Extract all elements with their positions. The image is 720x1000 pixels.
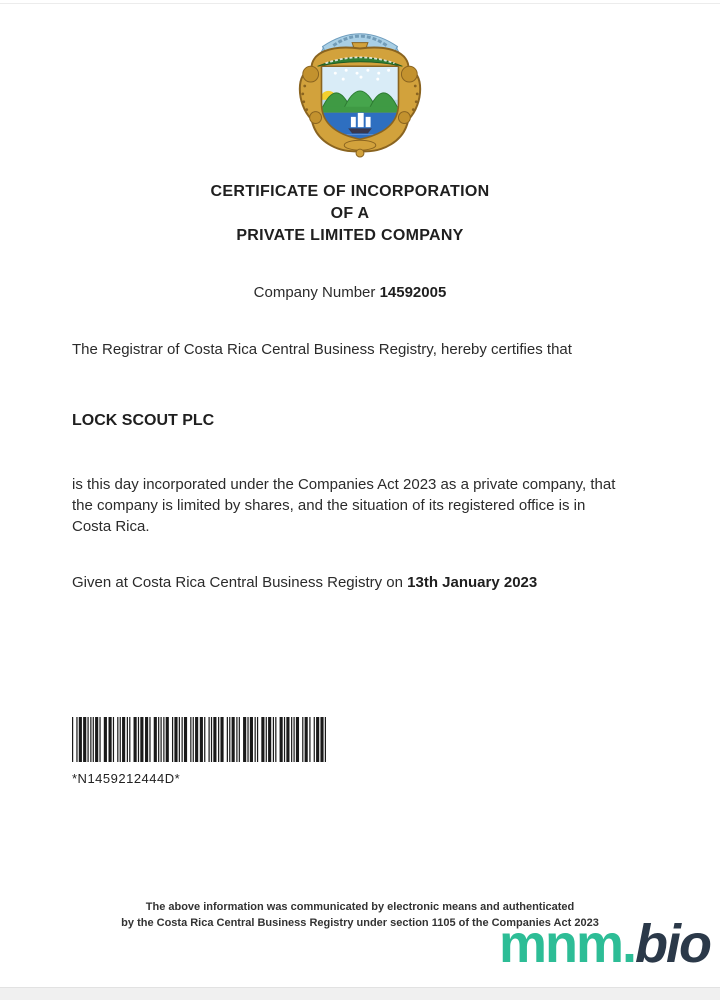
title-line-2: OF A	[330, 205, 370, 222]
watermark-secondary-text: bio	[635, 914, 710, 974]
company-number-value: 14592005	[379, 284, 447, 301]
registrar-statement: The Registrar of Costa Rica Central Business Registry, hereby certifies that	[72, 341, 572, 358]
certificate-title	[70, 181, 630, 247]
costa-rica-coat-of-arms-icon	[286, 12, 434, 160]
mnm-bio-watermark	[498, 914, 710, 974]
issuance-date: 13th January 2023	[407, 574, 538, 591]
barcode	[72, 717, 326, 762]
company-name: LOCK SCOUT PLC	[72, 412, 215, 429]
footer-line-1: The above information was communicated by electronic means and authenticated	[145, 901, 575, 913]
barcode-label: *N1459212444D*	[72, 771, 181, 786]
issuance-line	[72, 574, 537, 591]
company-number-label: Company Number	[253, 284, 376, 301]
footer-line-2: by the Costa Rica Central Business Registry under section 1105 of the Companies Act 2023	[121, 916, 599, 929]
issuance-prefix: Given at Costa Rica Central Business Registry on	[72, 574, 408, 591]
title-line-1: CERTIFICATE OF INCORPORATION	[210, 183, 490, 200]
watermark-primary-text: mnm.	[498, 914, 636, 974]
incorporation-statement: is this day incorporated under the Companies Act 2023 as a private company, that the company is limited by shares, and the situation of its registered office is in Costa Rica.	[72, 476, 616, 535]
company-number-line	[70, 284, 630, 301]
page-top-border	[0, 3, 720, 4]
title-line-3: PRIVATE LIMITED COMPANY	[236, 227, 464, 244]
page-bottom-strip	[0, 987, 720, 1000]
